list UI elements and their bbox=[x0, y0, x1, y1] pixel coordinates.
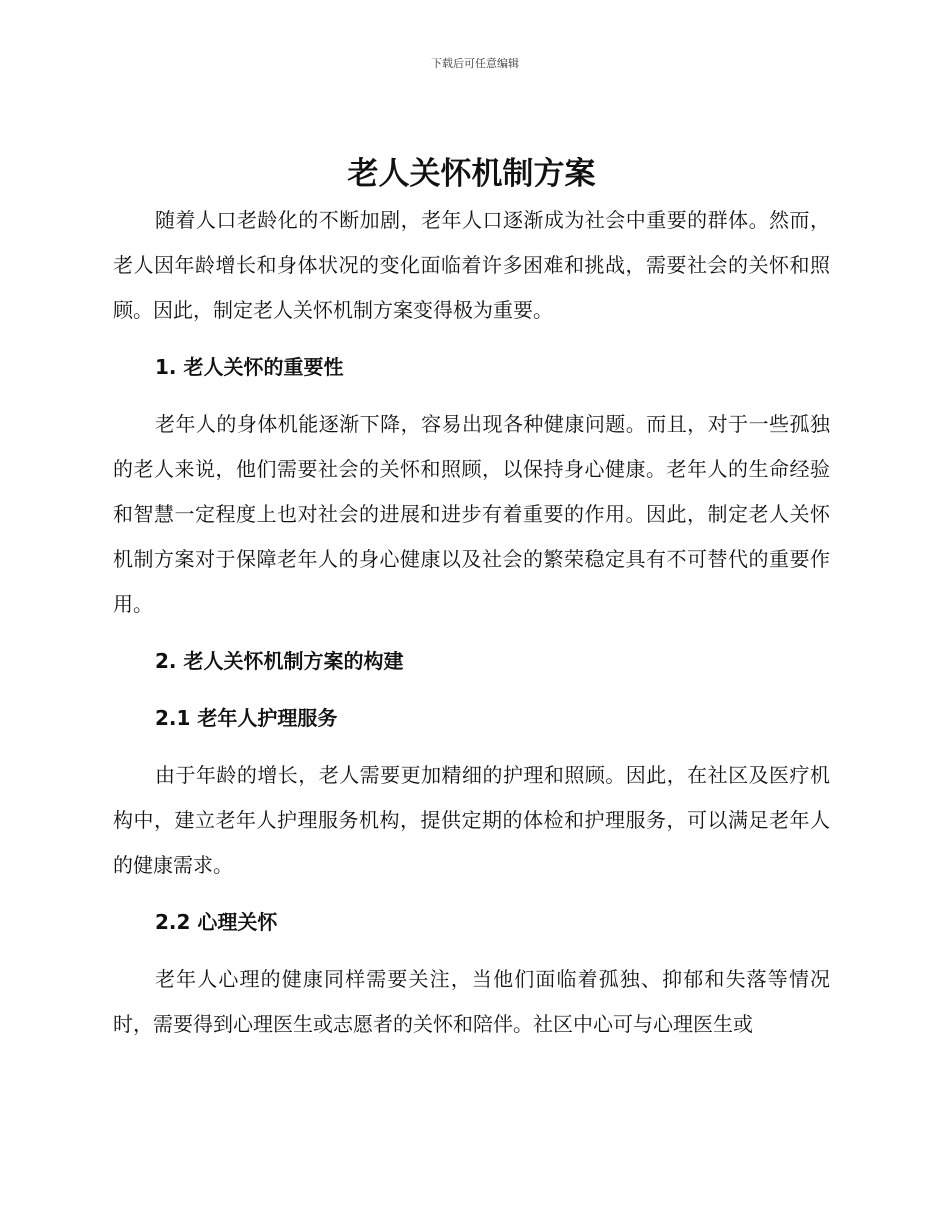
intro-paragraph: 随着人口老龄化的不断加剧，老年人口逐渐成为社会中重要的群体。然而，老人因年龄增长和身体状况的变化面临着许多困难和挑战，需要社会的关怀和照顾。因此，制定老人关怀机制方案变得极为重要。 bbox=[113, 208, 830, 322]
section-2-heading: 2. 老人关怀机制方案的构建 bbox=[155, 649, 404, 673]
section-2-1-paragraph: 由于年龄的增长，老人需要更加精细的护理和照顾。因此，在社区及医疗机构中，建立老年人护理服务机构，提供定期的体检和护理服务，可以满足老年人的健康需求。 bbox=[113, 763, 830, 877]
section-1-heading: 1. 老人关怀的重要性 bbox=[155, 355, 344, 379]
document-body bbox=[113, 150, 830, 1047]
section-2-2-paragraph: 老年人心理的健康同样需要关注，当他们面临着孤独、抑郁和失落等情况时，需要得到心理医生或志愿者的关怀和陪伴。社区中心可与心理医生或 bbox=[113, 967, 830, 1036]
page-header-note: 下载后可任意编辑 bbox=[431, 57, 519, 70]
document-title: 老人关怀机制方案 bbox=[347, 156, 596, 192]
section-2-2-heading: 2.2 心理关怀 bbox=[155, 910, 278, 934]
section-2-1-heading: 2.1 老年人护理服务 bbox=[155, 706, 338, 730]
section-1-paragraph: 老年人的身体机能逐渐下降，容易出现各种健康问题。而且，对于一些孤独的老人来说，他们需要社会的关怀和照顾，以保持身心健康。老年人的生命经验和智慧一定程度上也对社会的进展和进步有着重要的作用。因此，制定老人关怀机制方案对于保障老年人的身心健康以及社会的繁荣稳定具有不可替代的重要作用。 bbox=[113, 412, 830, 616]
